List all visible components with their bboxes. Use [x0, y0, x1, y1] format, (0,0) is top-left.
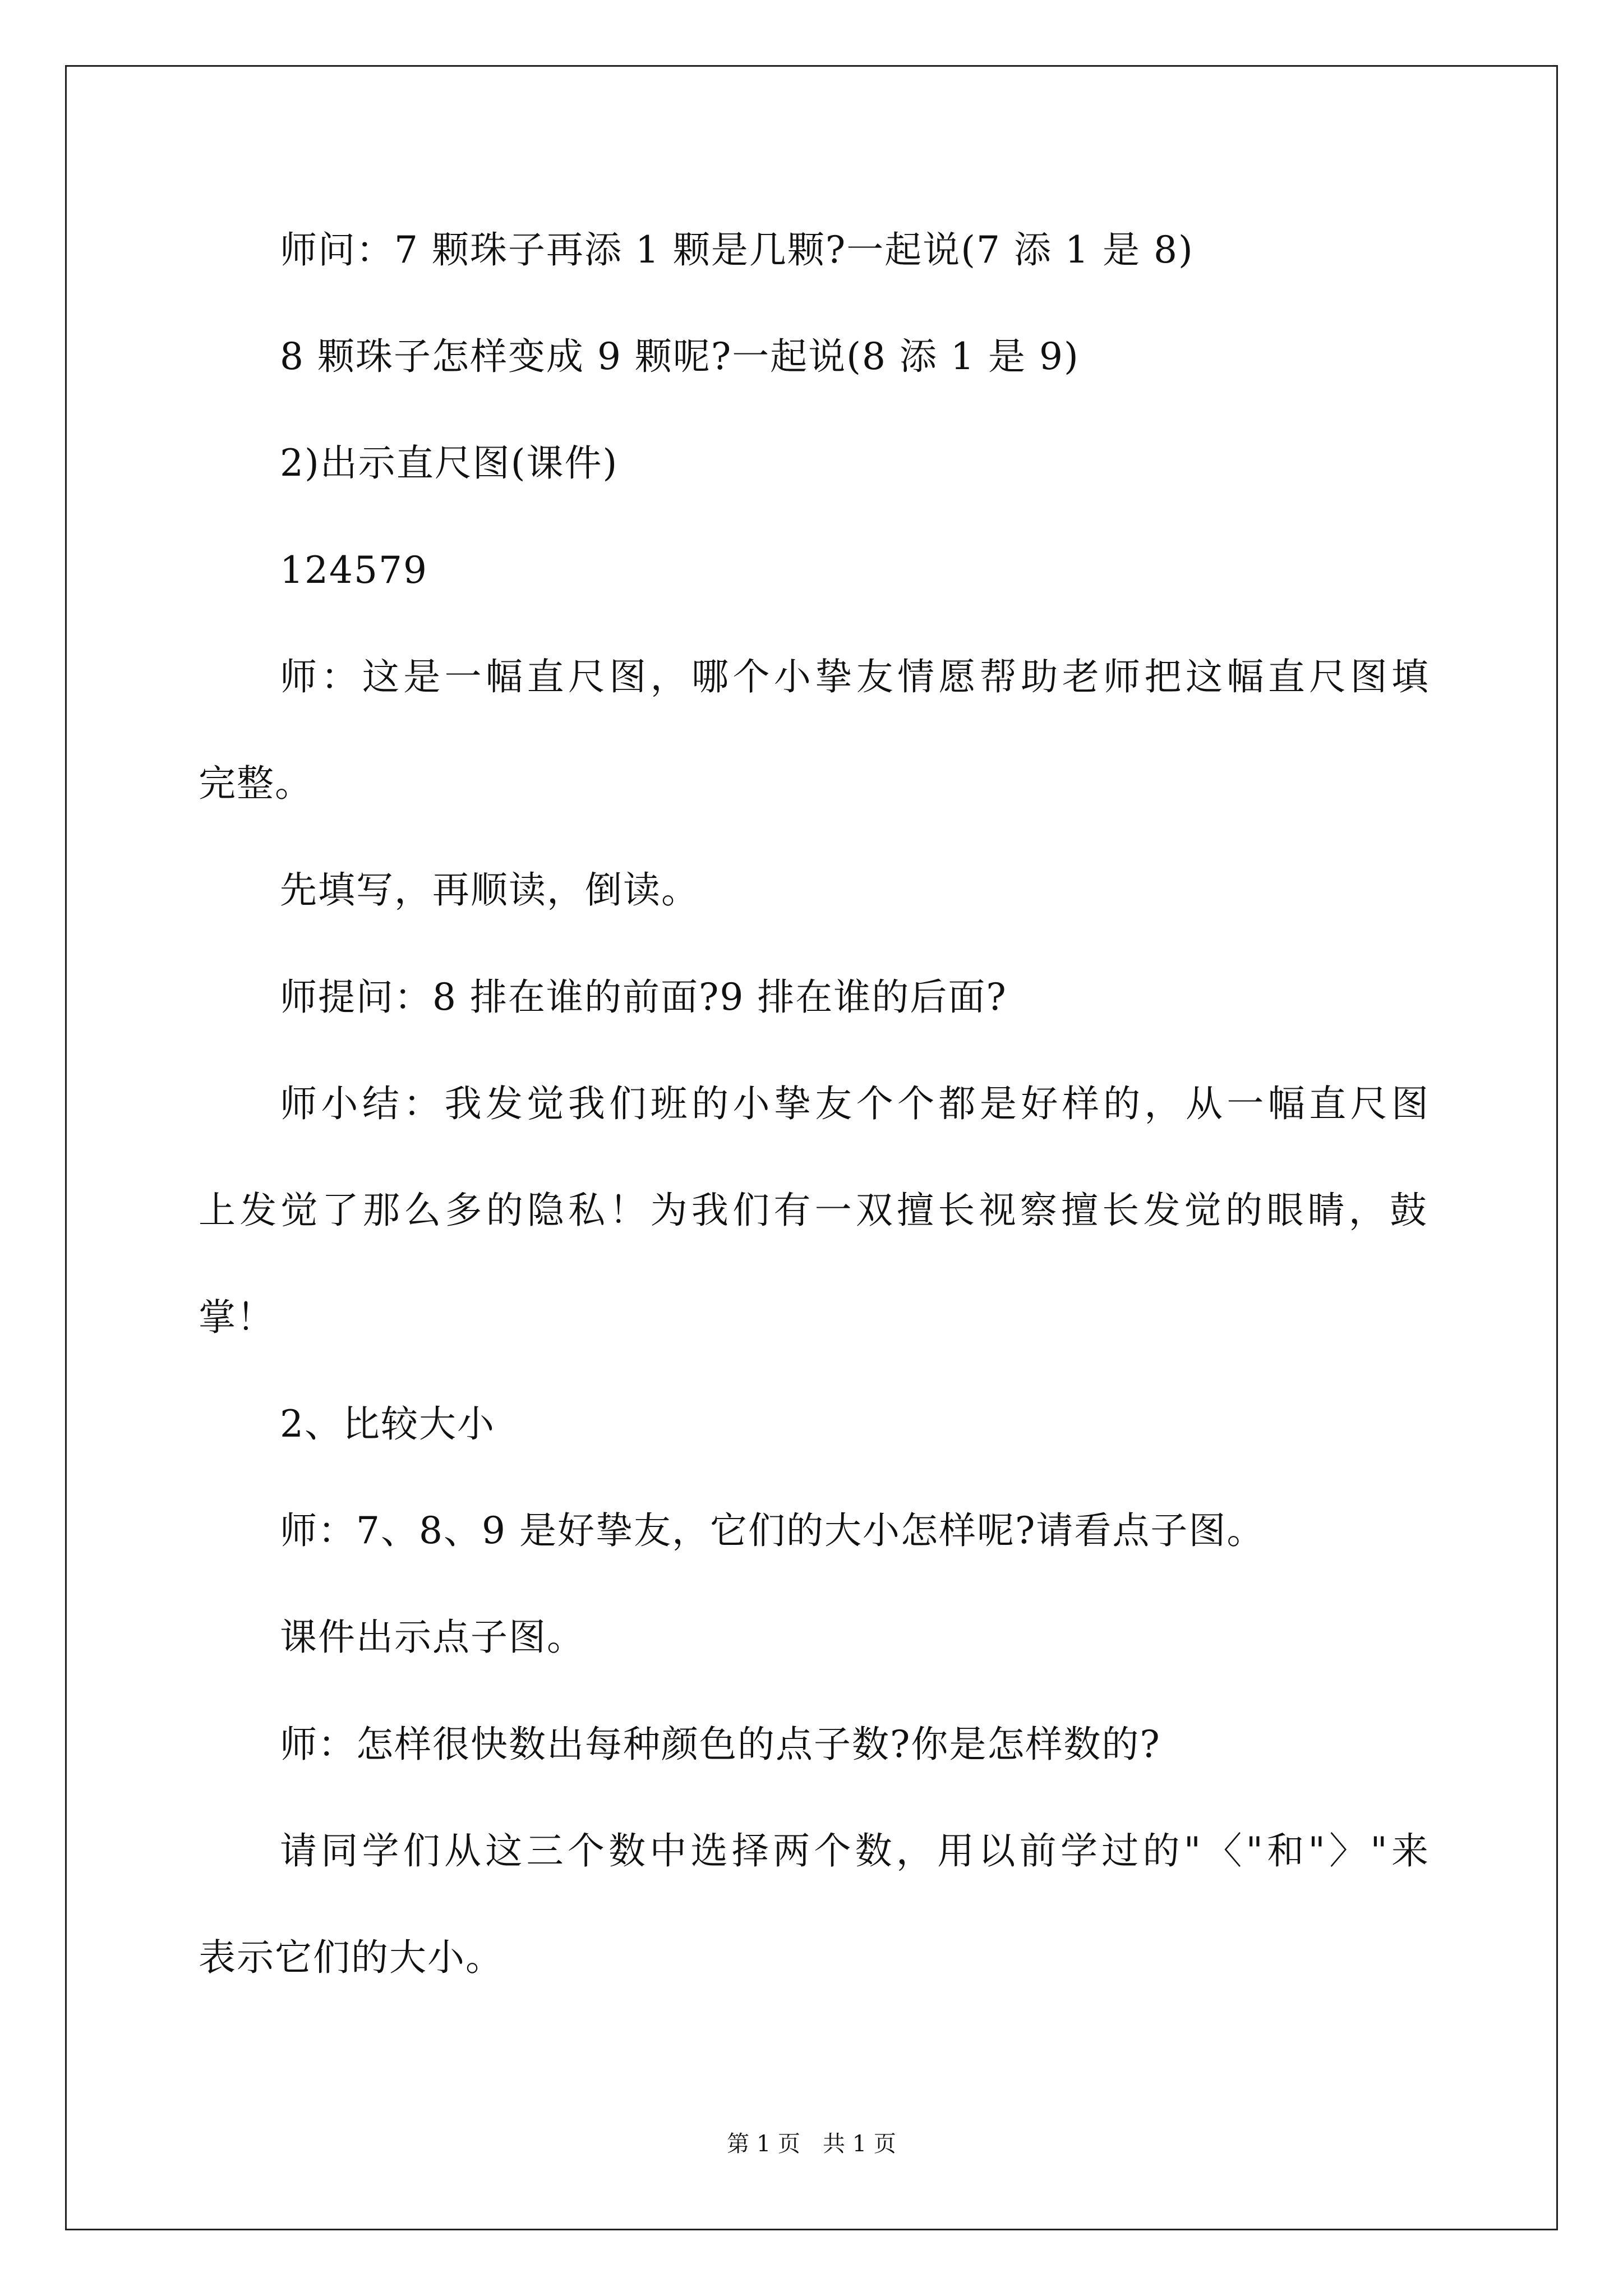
paragraph-line: 8 颗珠子怎样变成 9 颗呢?一起说(8 添 1 是 9): [280, 335, 1080, 378]
paragraph-line: 上发觉了那么多的隐私！为我们有一双擅长视察擅长发觉的眼睛，鼓: [199, 1189, 1427, 1232]
paragraph-line: 师提问：8 排在谁的前面?9 排在谁的后面?: [280, 976, 1007, 1019]
paragraph-line: 掌！: [199, 1296, 275, 1339]
paragraph-line: 请同学们从这三个数中选择两个数，用以前学过的"〈"和"〉"来: [280, 1829, 1428, 1872]
page-footer: 第 1 页 共 1 页: [727, 2131, 896, 2157]
paragraph-line: 师小结：我发觉我们班的小挚友个个都是好样的，从一幅直尺图: [280, 1082, 1428, 1125]
paragraph-line: 2)出示直尺图(课件): [280, 441, 619, 485]
paragraph-line: 先填写，再顺读，倒读。: [280, 868, 699, 912]
paragraph-line: 师：这是一幅直尺图，哪个小挚友情愿帮助老师把这幅直尺图填: [280, 655, 1428, 698]
paragraph-line: 师：7、8、9 是好挚友，它们的大小怎样呢?请看点子图。: [280, 1509, 1265, 1552]
paragraph-line: 课件出示点子图。: [280, 1616, 585, 1659]
paragraph-line: 师：怎样很快数出每种颜色的点子数?你是怎样数的?: [280, 1723, 1161, 1766]
section-heading: 2、比较大小: [280, 1402, 495, 1446]
paragraph-line: 表示它们的大小。: [199, 1936, 504, 1979]
paragraph-line: 完整。: [199, 762, 313, 805]
paragraph-line: 师问：7 颗珠子再添 1 颗是几颗?一起说(7 添 1 是 8): [280, 228, 1194, 272]
page-border: [65, 65, 1558, 2230]
paragraph-line: 124579: [280, 549, 428, 592]
